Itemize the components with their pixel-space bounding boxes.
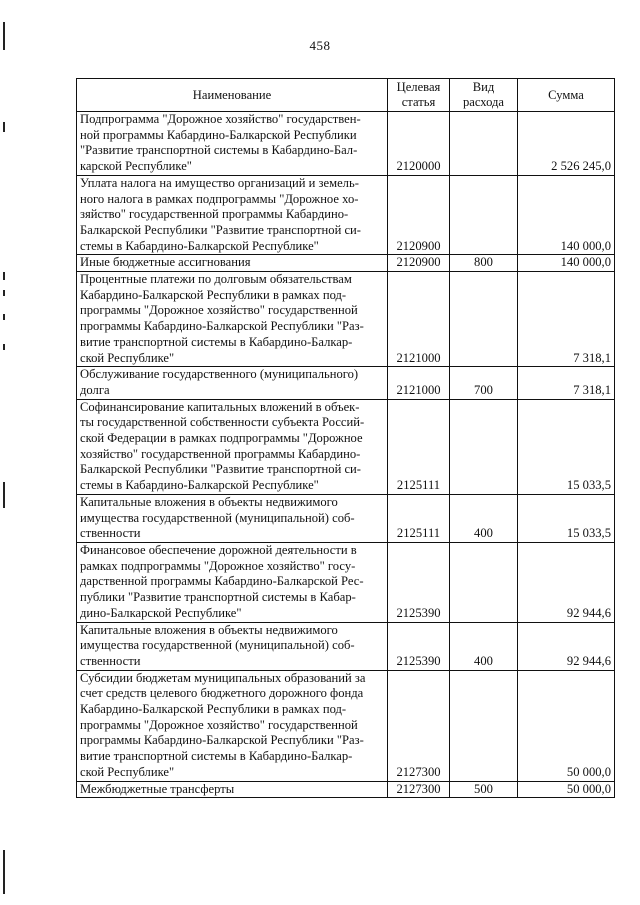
table-row — [77, 255, 615, 272]
row-target-code: 2121000 — [388, 272, 450, 367]
row-name-line: Уплата налога на имущество организаций и земель- — [80, 175, 359, 190]
table-row — [77, 494, 615, 542]
row-name-line: "Развитие транспортной системы в Кабардино-Бал- — [80, 143, 358, 158]
row-name-line: дино-Балкарской Республике" — [80, 605, 242, 620]
row-name-line: Капитальные вложения в объекты недвижимого — [80, 494, 338, 509]
header-target-line: статья — [401, 95, 436, 109]
row-name-line: Финансовое обеспечение дорожной деятельности в — [80, 542, 357, 557]
table-row — [77, 542, 615, 622]
table-row — [77, 367, 615, 399]
row-name-line: программы Кабардино-Балкарской Республики "Раз- — [80, 733, 364, 748]
row-name-line: долга — [80, 382, 110, 397]
table-header-row — [77, 79, 615, 112]
row-expense-kind — [450, 272, 518, 367]
scan-margin-mark — [3, 122, 5, 132]
row-name-line: счет средств целевого бюджетного дорожного фонда — [80, 686, 364, 701]
row-name-line: имущества государственной (муниципальной) соб- — [80, 510, 355, 525]
row-amount: 2 526 245,0 — [518, 112, 615, 176]
scan-margin-mark — [3, 314, 5, 320]
row-expense-kind — [450, 175, 518, 255]
row-name-line: ного налога в рамках подпрограммы "Дорожное хо- — [80, 191, 359, 206]
row-name-line: ской Республике" — [80, 764, 175, 779]
row-amount: 50 000,0 — [518, 781, 615, 798]
row-expense-kind — [450, 542, 518, 622]
row-target-code: 2127300 — [388, 781, 450, 798]
row-target-code: 2125390 — [388, 542, 450, 622]
row-name-line: дарственной программы Кабардино-Балкарской Рес- — [80, 574, 364, 589]
row-name-line: публики "Развитие транспортной системы в Кабар- — [80, 590, 356, 605]
row-name — [77, 399, 388, 494]
row-expense-kind: 700 — [450, 367, 518, 399]
row-name — [77, 175, 388, 255]
row-name-line: стемы в Кабардино-Балкарской Республике" — [80, 238, 319, 253]
row-name-line: Балкарской Республики "Развитие транспортной си- — [80, 222, 361, 237]
row-expense-kind — [450, 112, 518, 176]
row-name — [77, 494, 388, 542]
row-target-code: 2121000 — [388, 367, 450, 399]
row-name-line: Иные бюджетные ассигнования — [80, 255, 251, 270]
header-kind-line: расхода — [462, 95, 505, 109]
row-expense-kind: 500 — [450, 781, 518, 798]
scan-margin-mark — [3, 22, 5, 50]
row-name-line: ской Федерации в рамках подпрограммы "Дорожное — [80, 431, 363, 446]
table-row — [77, 175, 615, 255]
row-name-line: хозяйство" государственной программы Кабардино- — [80, 446, 361, 461]
row-name-line: ственности — [80, 653, 141, 668]
row-amount: 7 318,1 — [518, 367, 615, 399]
row-amount: 140 000,0 — [518, 255, 615, 272]
table-row — [77, 272, 615, 367]
row-name — [77, 670, 388, 781]
row-name — [77, 542, 388, 622]
row-expense-kind — [450, 670, 518, 781]
row-name-line: имущества государственной (муниципальной) соб- — [80, 638, 355, 653]
scan-margin-mark — [3, 344, 5, 350]
row-name — [77, 255, 388, 272]
scan-margin-mark — [3, 272, 5, 280]
row-amount: 92 944,6 — [518, 622, 615, 670]
table-row — [77, 399, 615, 494]
table-body — [77, 112, 615, 798]
row-name — [77, 367, 388, 399]
row-name-line: Субсидии бюджетам муниципальных образований за — [80, 670, 366, 685]
row-amount: 7 318,1 — [518, 272, 615, 367]
row-name-line: Подпрограмма "Дорожное хозяйство" государствен- — [80, 112, 361, 126]
header-target-line: Целевая — [396, 80, 441, 94]
page-number: 458 — [309, 38, 331, 53]
row-name-line: витие транспортной системы в Кабардино-Балкар- — [80, 749, 353, 764]
header-target — [388, 79, 450, 112]
row-name-line: Обслуживание государственного (муниципального) — [80, 367, 359, 382]
row-name-line: ственности — [80, 526, 141, 541]
row-name-line: Кабардино-Балкарской Республики в рамках под- — [80, 287, 347, 302]
row-name-line: программы "Дорожное хозяйство" государственной — [80, 303, 358, 318]
row-name-line: Кабардино-Балкарской Республики в рамках под- — [80, 702, 347, 717]
row-name-line: программы Кабардино-Балкарской Республики "Раз- — [80, 319, 364, 334]
row-target-code: 2127300 — [388, 670, 450, 781]
row-expense-kind: 400 — [450, 494, 518, 542]
row-amount: 140 000,0 — [518, 175, 615, 255]
row-name — [77, 112, 388, 176]
row-amount: 15 033,5 — [518, 399, 615, 494]
row-name-line: зяйство" государственной программы Кабардино- — [80, 207, 349, 222]
row-target-code: 2120900 — [388, 175, 450, 255]
row-expense-kind: 800 — [450, 255, 518, 272]
table-row — [77, 112, 615, 176]
row-name-line: Капитальные вложения в объекты недвижимого — [80, 622, 338, 637]
row-target-code: 2125111 — [388, 494, 450, 542]
row-name-line: программы "Дорожное хозяйство" государственной — [80, 717, 358, 732]
row-name-line: Софинансирование капитальных вложений в объек- — [80, 399, 360, 414]
row-target-code: 2120900 — [388, 255, 450, 272]
scan-margin-mark — [3, 482, 5, 508]
scan-margin-mark — [3, 850, 5, 894]
row-name — [77, 272, 388, 367]
header-name: Наименование — [77, 79, 388, 112]
row-name-line: Процентные платежи по долговым обязательствам — [80, 272, 352, 287]
row-target-code: 2120000 — [388, 112, 450, 176]
row-name-line: Межбюджетные трансферты — [80, 781, 235, 796]
row-amount: 92 944,6 — [518, 542, 615, 622]
header-amount: Сумма — [518, 79, 615, 112]
row-amount: 15 033,5 — [518, 494, 615, 542]
row-amount: 50 000,0 — [518, 670, 615, 781]
header-kind — [450, 79, 518, 112]
row-name-line: стемы в Кабардино-Балкарской Республике" — [80, 478, 319, 493]
row-target-code: 2125390 — [388, 622, 450, 670]
row-name-line: витие транспортной системы в Кабардино-Балкар- — [80, 334, 353, 349]
row-name-line: рамках подпрограммы "Дорожное хозяйство" госу- — [80, 558, 356, 573]
scan-margin-mark — [3, 290, 5, 296]
row-name-line: карской Республике" — [80, 159, 192, 174]
row-expense-kind: 400 — [450, 622, 518, 670]
table-row — [77, 622, 615, 670]
row-target-code: 2125111 — [388, 399, 450, 494]
budget-table — [76, 78, 615, 798]
header-kind-line: Вид — [472, 80, 495, 94]
row-name-line: ты государственной собственности субъекта Россий- — [80, 415, 365, 430]
table-row — [77, 670, 615, 781]
row-expense-kind — [450, 399, 518, 494]
row-name-line: Балкарской Республики "Развитие транспортной си- — [80, 462, 361, 477]
row-name — [77, 781, 388, 798]
row-name-line: ской Республике" — [80, 350, 175, 365]
row-name — [77, 622, 388, 670]
table-row — [77, 781, 615, 798]
row-name-line: ной программы Кабардино-Балкарской Республики — [80, 127, 357, 142]
